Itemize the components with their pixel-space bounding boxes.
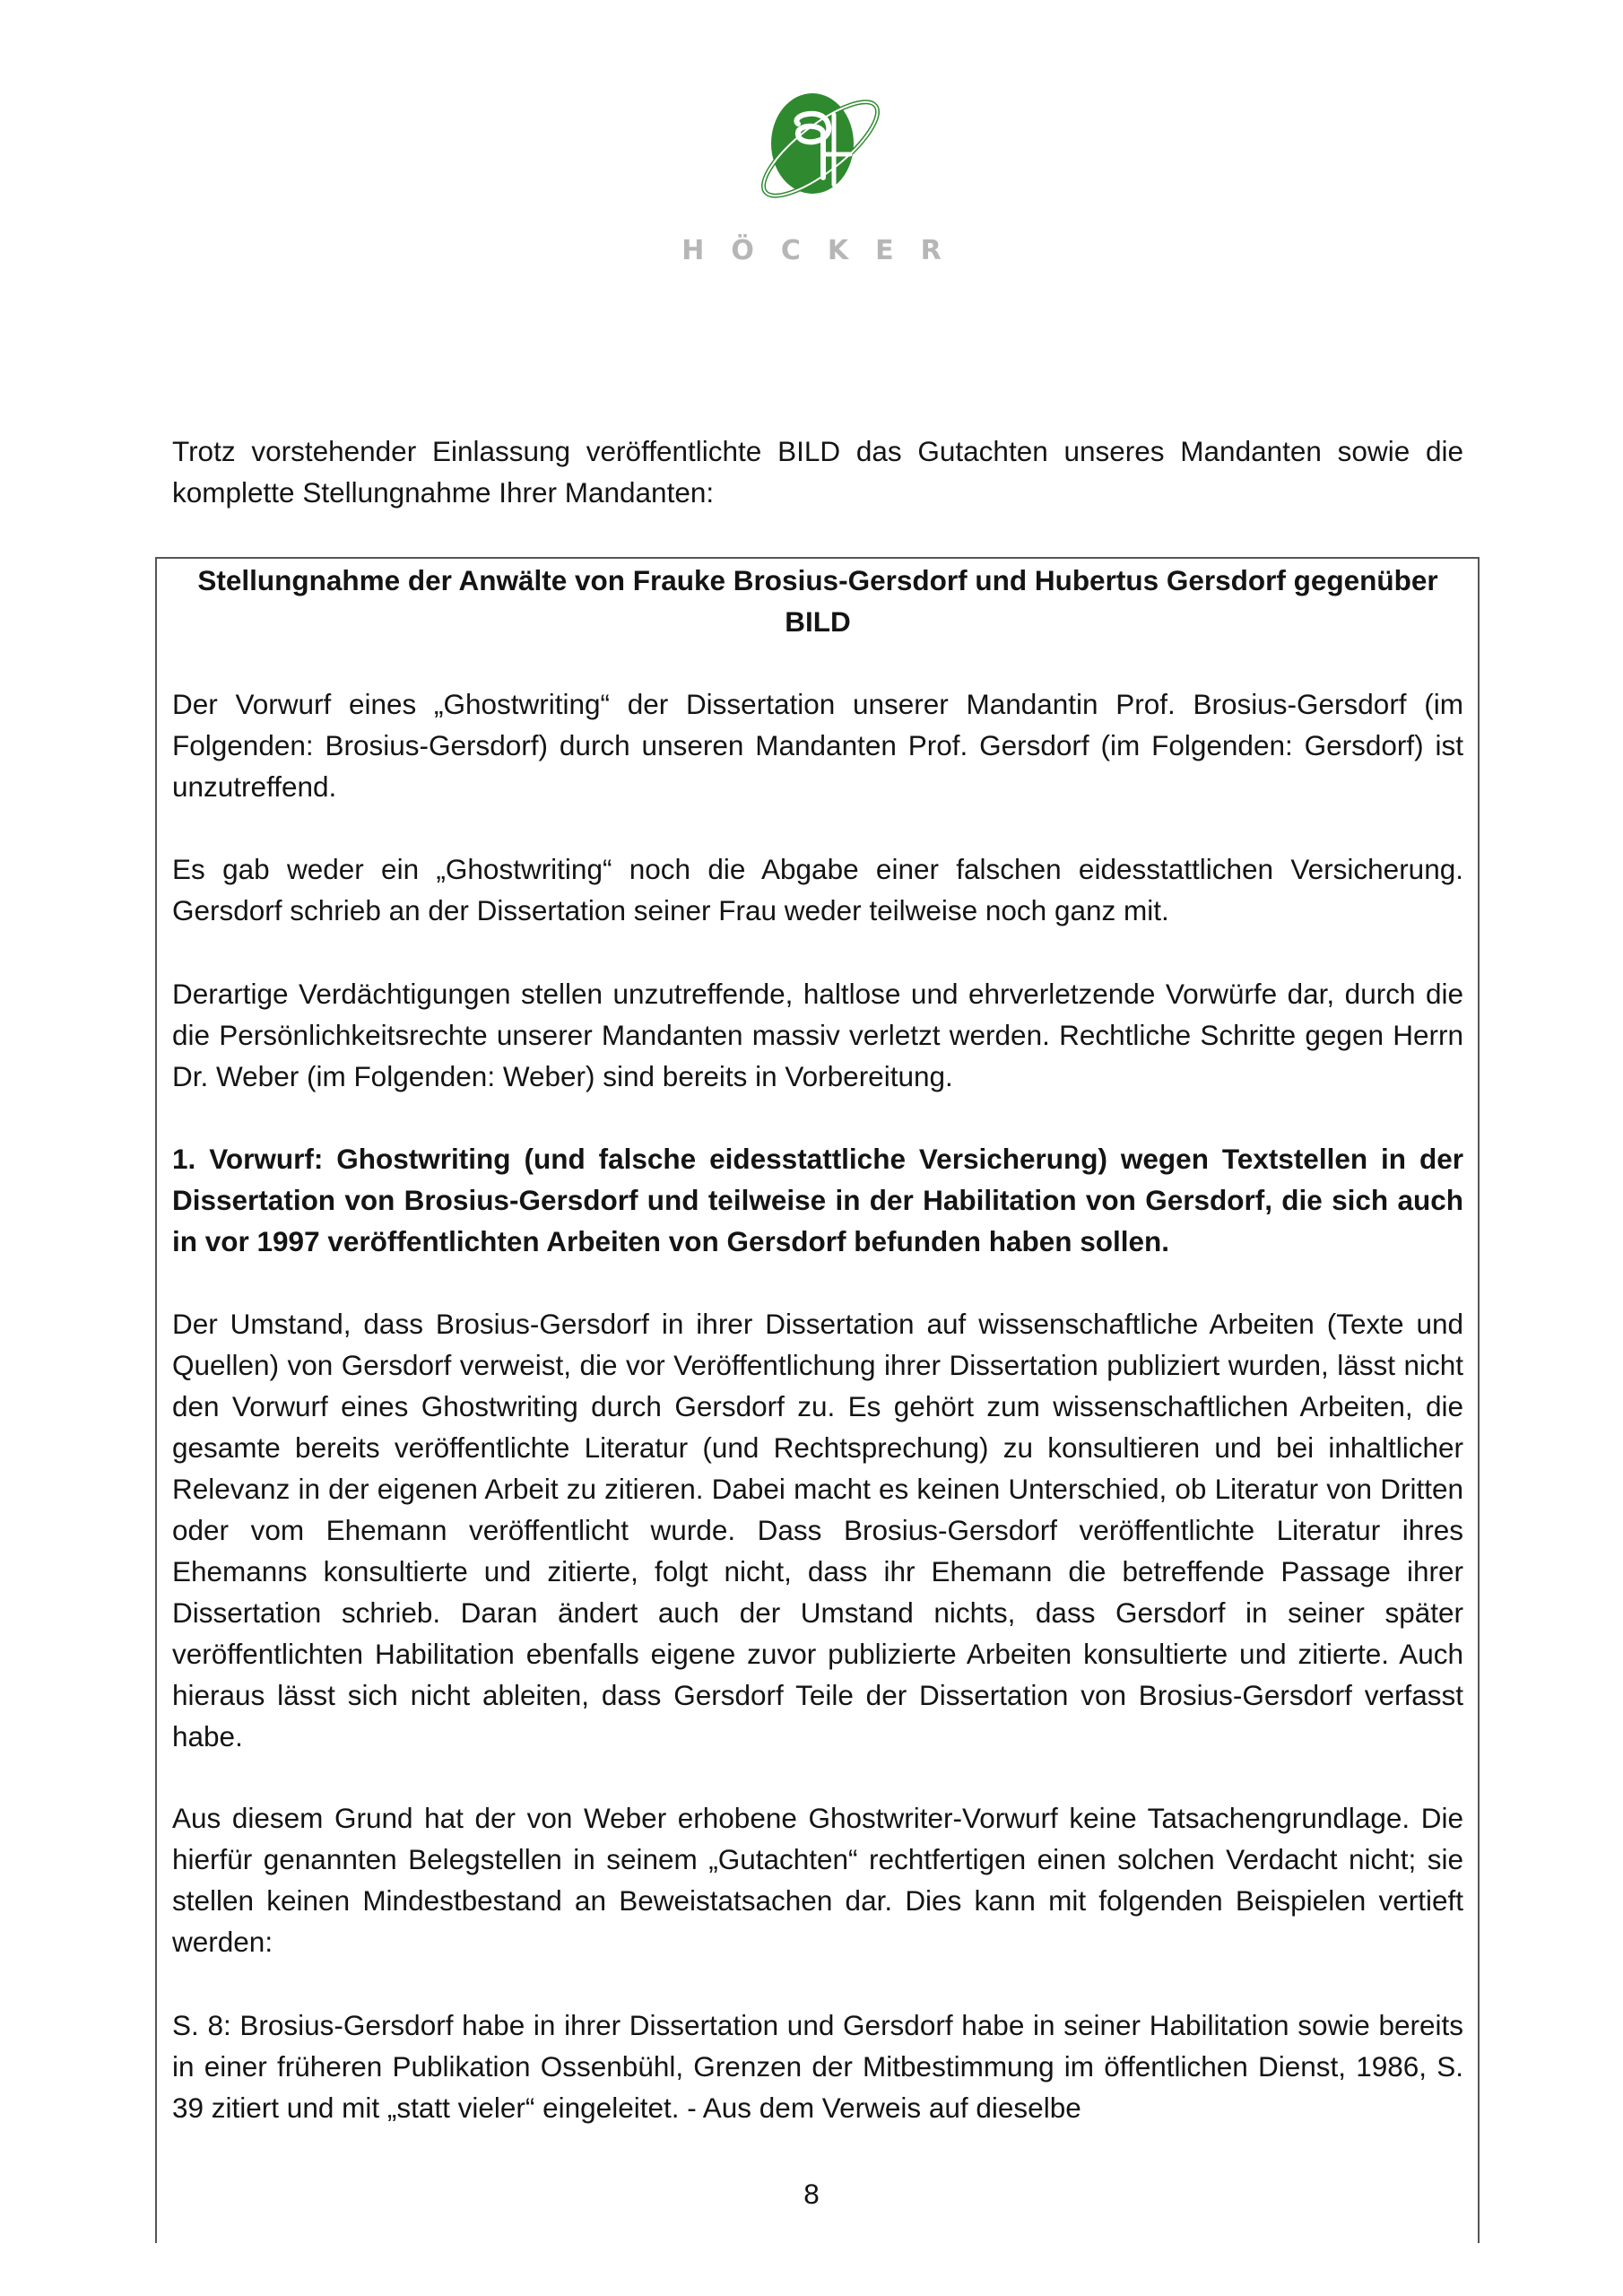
statement-heading: 1. Vorwurf: Ghostwriting (und falsche eidesstattliche Versicherung) wegen Textstellen in der Dissertation von Brosius-Gersdorf und teilweise in der Habilitation von Gersdorf, die sich auch in vor 1997 veröffentlichten Arbeiten von Gersdorf befunden haben sollen. [172,1143,1463,1257]
statement-paragraph: Derartige Verdächtigungen stellen unzutreffende, haltlose und ehrverletzende Vorwürfe dar, durch die die Persönlichkeitsrechte unserer Mandanten massiv verletzt werden. Rechtliche Schritte gegen Herrn Dr. Weber (im Folgenden: Weber) sind bereits in Vorbereitung. [172,978,1463,1092]
intro-paragraph: Trotz vorstehender Einlassung veröffentlichte BILD das Gutachten unseres Mandanten sowie die komplette Stellungnahme Ihrer Mandanten: [172,435,1463,509]
hoecker-logo [735,79,897,213]
statement-paragraph: S. 8: Brosius-Gersdorf habe in ihrer Dissertation und Gersdorf habe in seiner Habilitation sowie bereits in einer früheren Publikation Ossenbühl, Grenzen der Mitbestimmung im öffentlichen Dienst, 1986, S. 39 zitiert und mit „statt vieler“ eingeleitet. - Aus dem Verweis auf dieselbe [172,2009,1463,2124]
statement-paragraph: Der Vorwurf eines „Ghostwriting“ der Dissertation unserer Mandantin Prof. Brosius-Gersdorf (im Folgenden: Brosius-Gersdorf) durch unseren Mandanten Prof. Gersdorf (im Folgenden: Gersdorf) ist unzutreffend. [172,688,1463,803]
statement-paragraph: Der Umstand, dass Brosius-Gersdorf in ihrer Dissertation auf wissenschaftliche Arbeiten (Texte und Quellen) von Gersdorf verweist, die vor Veröffentlichung ihrer Dissertation publiziert wurden, lässt nicht den Vorwurf eines Ghostwriting durch Gersdorf zu. Es gehört zum wissenschaftlichen Arbeiten, die gesamte bereits veröffentlichte Literatur (und Rechtsprechung) zu konsultieren und bei inhaltlicher Relevanz in der eigenen Arbeit zu zitieren. Dabei macht es keinen Unterschied, ob Literatur von Dritten oder vom Ehemann veröffentlicht wurde. Dass Brosius-Gersdorf veröffentlichte Literatur ihres Ehemanns konsultierte und zitierte, folgt nicht, dass ihr Ehemann die betreffende Passage ihrer Dissertation schrieb. Daran ändert auch der Umstand nichts, dass Gersdorf in seiner später veröffentlichten Habilitation ebenfalls eigene zuvor publizierte Arbeiten konsultierte und zitierte. Auch hieraus lässt sich nicht ableiten, dass Gersdorf Teile der Dissertation von Brosius-Gersdorf verfasst habe. [172,1308,1463,1752]
brand-wordmark: HÖCKER [681,235,968,266]
statement-paragraph: Aus diesem Grund hat der von Weber erhobene Ghostwriter-Vorwurf keine Tatsachengrundlage. Die hierfür genannten Belegstellen in seinem „Gutachten“ rechtfertigen einen solchen Verdacht nicht; sie stellen keinen Mindestbestand an Beweistatsachen dar. Dies kann mit folgenden Beispielen vertieft werden: [172,1802,1463,1958]
statement-title: Stellungnahme der Anwälte von Frauke Brosius-Gersdorf und Hubertus Gersdorf gegenüber BILD [197,564,1438,638]
page-number: 8 [803,2178,820,2210]
statement-paragraph: Es gab weder ein „Ghostwriting“ noch die Abgabe einer falschen eidesstattlichen Versicherung. Gersdorf schrieb an der Dissertation seiner Frau weder teilweise noch ganz mit. [172,853,1463,926]
